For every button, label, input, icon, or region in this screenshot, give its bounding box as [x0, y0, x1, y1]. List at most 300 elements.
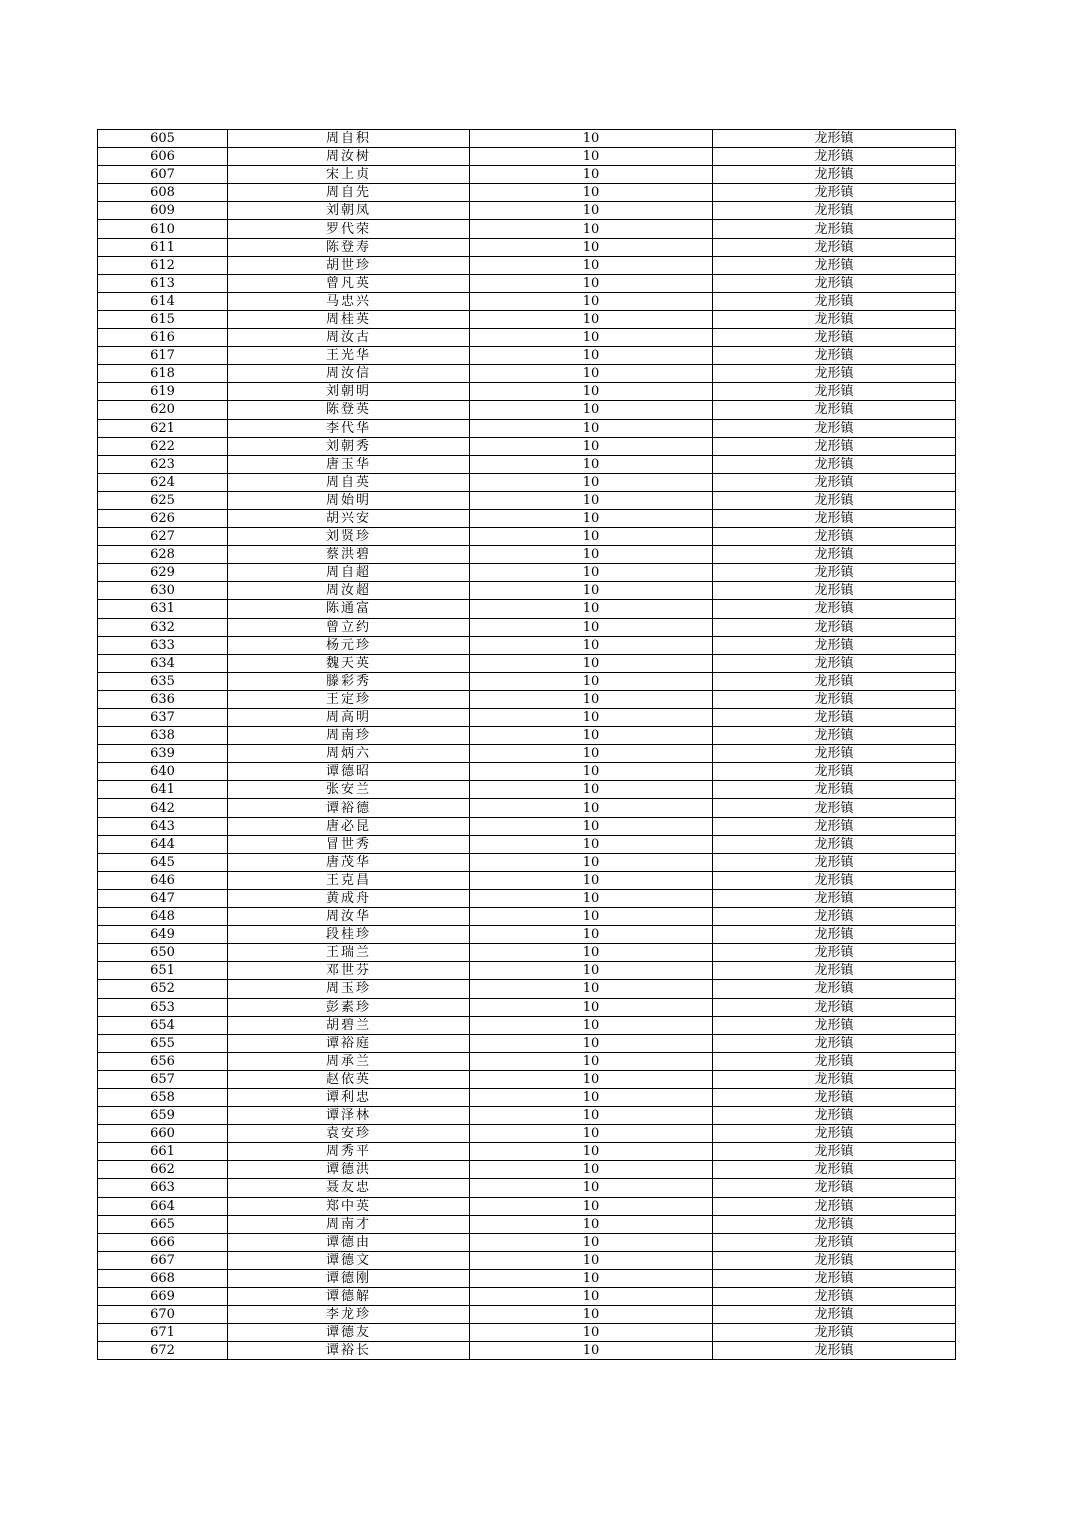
- name-cell: 唐玉华: [228, 455, 470, 473]
- roster-table-body: [98, 130, 956, 1360]
- town-cell: 龙形镇: [713, 926, 956, 944]
- town-cell: 龙形镇: [713, 509, 956, 527]
- table-row: [98, 835, 956, 853]
- row-number-cell: 659: [98, 1107, 228, 1125]
- table-row: [98, 1034, 956, 1052]
- amount-cell: 10: [470, 365, 713, 383]
- table-row: [98, 329, 956, 347]
- amount-cell: 10: [470, 1251, 713, 1269]
- name-cell: 周桂英: [228, 310, 470, 328]
- table-row: [98, 166, 956, 184]
- town-cell: 龙形镇: [713, 1161, 956, 1179]
- table-row: [98, 455, 956, 473]
- amount-cell: 10: [470, 944, 713, 962]
- name-cell: 周自英: [228, 473, 470, 491]
- town-cell: 龙形镇: [713, 1088, 956, 1106]
- name-cell: 李代华: [228, 419, 470, 437]
- town-cell: 龙形镇: [713, 1269, 956, 1287]
- amount-cell: 10: [470, 1179, 713, 1197]
- town-cell: 龙形镇: [713, 998, 956, 1016]
- amount-cell: 10: [470, 166, 713, 184]
- amount-cell: 10: [470, 1088, 713, 1106]
- name-cell: 周秀平: [228, 1143, 470, 1161]
- table-row: [98, 1070, 956, 1088]
- row-number-cell: 609: [98, 202, 228, 220]
- table-row: [98, 853, 956, 871]
- name-cell: 周汝古: [228, 329, 470, 347]
- town-cell: 龙形镇: [713, 491, 956, 509]
- town-cell: 龙形镇: [713, 582, 956, 600]
- town-cell: 龙形镇: [713, 256, 956, 274]
- row-number-cell: 641: [98, 781, 228, 799]
- name-cell: 王瑞兰: [228, 944, 470, 962]
- town-cell: 龙形镇: [713, 1288, 956, 1306]
- amount-cell: 10: [470, 1107, 713, 1125]
- name-cell: 张安兰: [228, 781, 470, 799]
- name-cell: 唐必昆: [228, 817, 470, 835]
- table-row: [98, 799, 956, 817]
- row-number-cell: 644: [98, 835, 228, 853]
- name-cell: 谭裕长: [228, 1342, 470, 1360]
- row-number-cell: 611: [98, 238, 228, 256]
- table-row: [98, 310, 956, 328]
- row-number-cell: 664: [98, 1197, 228, 1215]
- name-cell: 胡兴安: [228, 509, 470, 527]
- row-number-cell: 616: [98, 329, 228, 347]
- town-cell: 龙形镇: [713, 1034, 956, 1052]
- row-number-cell: 670: [98, 1306, 228, 1324]
- row-number-cell: 666: [98, 1233, 228, 1251]
- name-cell: 谭德友: [228, 1324, 470, 1342]
- table-row: [98, 347, 956, 365]
- town-cell: 龙形镇: [713, 401, 956, 419]
- table-row: [98, 690, 956, 708]
- table-row: [98, 220, 956, 238]
- amount-cell: 10: [470, 998, 713, 1016]
- table-row: [98, 636, 956, 654]
- table-row: [98, 184, 956, 202]
- row-number-cell: 662: [98, 1161, 228, 1179]
- town-cell: 龙形镇: [713, 889, 956, 907]
- row-number-cell: 665: [98, 1215, 228, 1233]
- row-number-cell: 655: [98, 1034, 228, 1052]
- row-number-cell: 606: [98, 148, 228, 166]
- row-number-cell: 650: [98, 944, 228, 962]
- town-cell: 龙形镇: [713, 1251, 956, 1269]
- amount-cell: 10: [470, 926, 713, 944]
- town-cell: 龙形镇: [713, 763, 956, 781]
- row-number-cell: 628: [98, 546, 228, 564]
- amount-cell: 10: [470, 799, 713, 817]
- row-number-cell: 637: [98, 709, 228, 727]
- name-cell: 周南珍: [228, 727, 470, 745]
- table-row: [98, 926, 956, 944]
- name-cell: 周汝信: [228, 365, 470, 383]
- town-cell: 龙形镇: [713, 546, 956, 564]
- town-cell: 龙形镇: [713, 799, 956, 817]
- amount-cell: 10: [470, 491, 713, 509]
- amount-cell: 10: [470, 835, 713, 853]
- town-cell: 龙形镇: [713, 727, 956, 745]
- amount-cell: 10: [470, 1269, 713, 1287]
- table-row: [98, 130, 956, 148]
- town-cell: 龙形镇: [713, 781, 956, 799]
- amount-cell: 10: [470, 582, 713, 600]
- amount-cell: 10: [470, 618, 713, 636]
- amount-cell: 10: [470, 908, 713, 926]
- name-cell: 谭利忠: [228, 1088, 470, 1106]
- name-cell: 彭素珍: [228, 998, 470, 1016]
- row-number-cell: 633: [98, 636, 228, 654]
- name-cell: 周始明: [228, 491, 470, 509]
- name-cell: 周高明: [228, 709, 470, 727]
- town-cell: 龙形镇: [713, 908, 956, 926]
- name-cell: 谭德解: [228, 1288, 470, 1306]
- name-cell: 胡世珍: [228, 256, 470, 274]
- name-cell: 曾凡英: [228, 274, 470, 292]
- town-cell: 龙形镇: [713, 980, 956, 998]
- town-cell: 龙形镇: [713, 220, 956, 238]
- name-cell: 杨元珍: [228, 636, 470, 654]
- town-cell: 龙形镇: [713, 944, 956, 962]
- row-number-cell: 657: [98, 1070, 228, 1088]
- town-cell: 龙形镇: [713, 618, 956, 636]
- name-cell: 周自积: [228, 130, 470, 148]
- amount-cell: 10: [470, 473, 713, 491]
- row-number-cell: 640: [98, 763, 228, 781]
- row-number-cell: 669: [98, 1288, 228, 1306]
- amount-cell: 10: [470, 654, 713, 672]
- table-row: [98, 1107, 956, 1125]
- table-row: [98, 763, 956, 781]
- table-row: [98, 365, 956, 383]
- table-row: [98, 1324, 956, 1342]
- amount-cell: 10: [470, 1143, 713, 1161]
- table-row: [98, 1215, 956, 1233]
- table-row: [98, 1125, 956, 1143]
- amount-cell: 10: [470, 546, 713, 564]
- amount-cell: 10: [470, 817, 713, 835]
- row-number-cell: 653: [98, 998, 228, 1016]
- amount-cell: 10: [470, 1306, 713, 1324]
- row-number-cell: 607: [98, 166, 228, 184]
- table-row: [98, 944, 956, 962]
- roster-table: [97, 129, 956, 1360]
- name-cell: 王克昌: [228, 871, 470, 889]
- row-number-cell: 605: [98, 130, 228, 148]
- amount-cell: 10: [470, 1016, 713, 1034]
- name-cell: 周汝树: [228, 148, 470, 166]
- name-cell: 宋上贞: [228, 166, 470, 184]
- town-cell: 龙形镇: [713, 473, 956, 491]
- name-cell: 李龙珍: [228, 1306, 470, 1324]
- amount-cell: 10: [470, 256, 713, 274]
- row-number-cell: 635: [98, 672, 228, 690]
- amount-cell: 10: [470, 1324, 713, 1342]
- name-cell: 邓世芬: [228, 962, 470, 980]
- town-cell: 龙形镇: [713, 690, 956, 708]
- amount-cell: 10: [470, 455, 713, 473]
- row-number-cell: 610: [98, 220, 228, 238]
- name-cell: 曾立约: [228, 618, 470, 636]
- table-row: [98, 383, 956, 401]
- name-cell: 谭德刚: [228, 1269, 470, 1287]
- name-cell: 周玉珍: [228, 980, 470, 998]
- row-number-cell: 647: [98, 889, 228, 907]
- table-row: [98, 889, 956, 907]
- name-cell: 周南才: [228, 1215, 470, 1233]
- name-cell: 袁安珍: [228, 1125, 470, 1143]
- name-cell: 周承兰: [228, 1052, 470, 1070]
- town-cell: 龙形镇: [713, 437, 956, 455]
- name-cell: 陈登寿: [228, 238, 470, 256]
- row-number-cell: 649: [98, 926, 228, 944]
- town-cell: 龙形镇: [713, 853, 956, 871]
- amount-cell: 10: [470, 383, 713, 401]
- row-number-cell: 608: [98, 184, 228, 202]
- amount-cell: 10: [470, 781, 713, 799]
- row-number-cell: 661: [98, 1143, 228, 1161]
- amount-cell: 10: [470, 347, 713, 365]
- town-cell: 龙形镇: [713, 455, 956, 473]
- name-cell: 谭德洪: [228, 1161, 470, 1179]
- town-cell: 龙形镇: [713, 600, 956, 618]
- amount-cell: 10: [470, 1342, 713, 1360]
- row-number-cell: 617: [98, 347, 228, 365]
- table-row: [98, 238, 956, 256]
- name-cell: 谭德由: [228, 1233, 470, 1251]
- amount-cell: 10: [470, 636, 713, 654]
- table-row: [98, 437, 956, 455]
- row-number-cell: 627: [98, 528, 228, 546]
- row-number-cell: 656: [98, 1052, 228, 1070]
- name-cell: 谭德文: [228, 1251, 470, 1269]
- table-row: [98, 781, 956, 799]
- town-cell: 龙形镇: [713, 347, 956, 365]
- town-cell: 龙形镇: [713, 1324, 956, 1342]
- row-number-cell: 625: [98, 491, 228, 509]
- row-number-cell: 621: [98, 419, 228, 437]
- town-cell: 龙形镇: [713, 1215, 956, 1233]
- town-cell: 龙形镇: [713, 130, 956, 148]
- town-cell: 龙形镇: [713, 709, 956, 727]
- name-cell: 唐茂华: [228, 853, 470, 871]
- name-cell: 谭德昭: [228, 763, 470, 781]
- row-number-cell: 619: [98, 383, 228, 401]
- amount-cell: 10: [470, 1197, 713, 1215]
- town-cell: 龙形镇: [713, 1107, 956, 1125]
- row-number-cell: 612: [98, 256, 228, 274]
- amount-cell: 10: [470, 292, 713, 310]
- amount-cell: 10: [470, 690, 713, 708]
- town-cell: 龙形镇: [713, 184, 956, 202]
- table-row: [98, 709, 956, 727]
- amount-cell: 10: [470, 564, 713, 582]
- row-number-cell: 672: [98, 1342, 228, 1360]
- table-row: [98, 962, 956, 980]
- name-cell: 蔡洪碧: [228, 546, 470, 564]
- table-row: [98, 1251, 956, 1269]
- table-row: [98, 1288, 956, 1306]
- amount-cell: 10: [470, 528, 713, 546]
- table-row: [98, 998, 956, 1016]
- table-row: [98, 1161, 956, 1179]
- table-row: [98, 745, 956, 763]
- name-cell: 刘朝凤: [228, 202, 470, 220]
- town-cell: 龙形镇: [713, 365, 956, 383]
- town-cell: 龙形镇: [713, 292, 956, 310]
- table-row: [98, 1088, 956, 1106]
- name-cell: 王光华: [228, 347, 470, 365]
- table-row: [98, 528, 956, 546]
- amount-cell: 10: [470, 401, 713, 419]
- name-cell: 周汝超: [228, 582, 470, 600]
- row-number-cell: 629: [98, 564, 228, 582]
- table-row: [98, 292, 956, 310]
- row-number-cell: 626: [98, 509, 228, 527]
- row-number-cell: 620: [98, 401, 228, 419]
- name-cell: 周炳六: [228, 745, 470, 763]
- amount-cell: 10: [470, 419, 713, 437]
- table-row: [98, 1143, 956, 1161]
- table-row: [98, 473, 956, 491]
- row-number-cell: 660: [98, 1125, 228, 1143]
- row-number-cell: 667: [98, 1251, 228, 1269]
- name-cell: 马忠兴: [228, 292, 470, 310]
- amount-cell: 10: [470, 871, 713, 889]
- town-cell: 龙形镇: [713, 1125, 956, 1143]
- town-cell: 龙形镇: [713, 672, 956, 690]
- table-row: [98, 1179, 956, 1197]
- row-number-cell: 623: [98, 455, 228, 473]
- row-number-cell: 638: [98, 727, 228, 745]
- row-number-cell: 663: [98, 1179, 228, 1197]
- row-number-cell: 636: [98, 690, 228, 708]
- town-cell: 龙形镇: [713, 745, 956, 763]
- row-number-cell: 645: [98, 853, 228, 871]
- amount-cell: 10: [470, 853, 713, 871]
- amount-cell: 10: [470, 763, 713, 781]
- row-number-cell: 651: [98, 962, 228, 980]
- table-row: [98, 256, 956, 274]
- town-cell: 龙形镇: [713, 329, 956, 347]
- amount-cell: 10: [470, 509, 713, 527]
- row-number-cell: 622: [98, 437, 228, 455]
- table-row: [98, 980, 956, 998]
- table-row: [98, 509, 956, 527]
- name-cell: 魏天英: [228, 654, 470, 672]
- amount-cell: 10: [470, 238, 713, 256]
- town-cell: 龙形镇: [713, 636, 956, 654]
- name-cell: 谭裕庭: [228, 1034, 470, 1052]
- row-number-cell: 654: [98, 1016, 228, 1034]
- amount-cell: 10: [470, 1288, 713, 1306]
- amount-cell: 10: [470, 329, 713, 347]
- town-cell: 龙形镇: [713, 1306, 956, 1324]
- name-cell: 胡碧兰: [228, 1016, 470, 1034]
- table-row: [98, 274, 956, 292]
- table-row: [98, 401, 956, 419]
- name-cell: 刘朝明: [228, 383, 470, 401]
- amount-cell: 10: [470, 672, 713, 690]
- table-row: [98, 871, 956, 889]
- name-cell: 聂友忠: [228, 1179, 470, 1197]
- town-cell: 龙形镇: [713, 1197, 956, 1215]
- table-row: [98, 546, 956, 564]
- name-cell: 刘朝秀: [228, 437, 470, 455]
- table-row: [98, 564, 956, 582]
- amount-cell: 10: [470, 184, 713, 202]
- name-cell: 滕彩秀: [228, 672, 470, 690]
- name-cell: 刘贤珍: [228, 528, 470, 546]
- town-cell: 龙形镇: [713, 1179, 956, 1197]
- town-cell: 龙形镇: [713, 1070, 956, 1088]
- row-number-cell: 614: [98, 292, 228, 310]
- row-number-cell: 652: [98, 980, 228, 998]
- row-number-cell: 648: [98, 908, 228, 926]
- table-row: [98, 672, 956, 690]
- name-cell: 段桂珍: [228, 926, 470, 944]
- amount-cell: 10: [470, 980, 713, 998]
- row-number-cell: 642: [98, 799, 228, 817]
- town-cell: 龙形镇: [713, 274, 956, 292]
- amount-cell: 10: [470, 1125, 713, 1143]
- town-cell: 龙形镇: [713, 1342, 956, 1360]
- row-number-cell: 613: [98, 274, 228, 292]
- amount-cell: 10: [470, 274, 713, 292]
- town-cell: 龙形镇: [713, 202, 956, 220]
- table-row: [98, 1233, 956, 1251]
- name-cell: 周自先: [228, 184, 470, 202]
- row-number-cell: 615: [98, 310, 228, 328]
- amount-cell: 10: [470, 727, 713, 745]
- name-cell: 黄成舟: [228, 889, 470, 907]
- amount-cell: 10: [470, 437, 713, 455]
- table-row: [98, 419, 956, 437]
- name-cell: 谭裕德: [228, 799, 470, 817]
- amount-cell: 10: [470, 962, 713, 980]
- name-cell: 陈登英: [228, 401, 470, 419]
- amount-cell: 10: [470, 709, 713, 727]
- row-number-cell: 668: [98, 1269, 228, 1287]
- amount-cell: 10: [470, 600, 713, 618]
- amount-cell: 10: [470, 1070, 713, 1088]
- row-number-cell: 632: [98, 618, 228, 636]
- town-cell: 龙形镇: [713, 310, 956, 328]
- row-number-cell: 618: [98, 365, 228, 383]
- row-number-cell: 671: [98, 1324, 228, 1342]
- amount-cell: 10: [470, 1215, 713, 1233]
- amount-cell: 10: [470, 1161, 713, 1179]
- town-cell: 龙形镇: [713, 1233, 956, 1251]
- name-cell: 周汝华: [228, 908, 470, 926]
- table-row: [98, 654, 956, 672]
- name-cell: 周自超: [228, 564, 470, 582]
- table-row: [98, 491, 956, 509]
- town-cell: 龙形镇: [713, 817, 956, 835]
- table-row: [98, 908, 956, 926]
- town-cell: 龙形镇: [713, 564, 956, 582]
- name-cell: 谭泽林: [228, 1107, 470, 1125]
- table-row: [98, 148, 956, 166]
- town-cell: 龙形镇: [713, 148, 956, 166]
- table-row: [98, 1197, 956, 1215]
- table-row: [98, 582, 956, 600]
- amount-cell: 10: [470, 310, 713, 328]
- name-cell: 陈通富: [228, 600, 470, 618]
- town-cell: 龙形镇: [713, 166, 956, 184]
- amount-cell: 10: [470, 889, 713, 907]
